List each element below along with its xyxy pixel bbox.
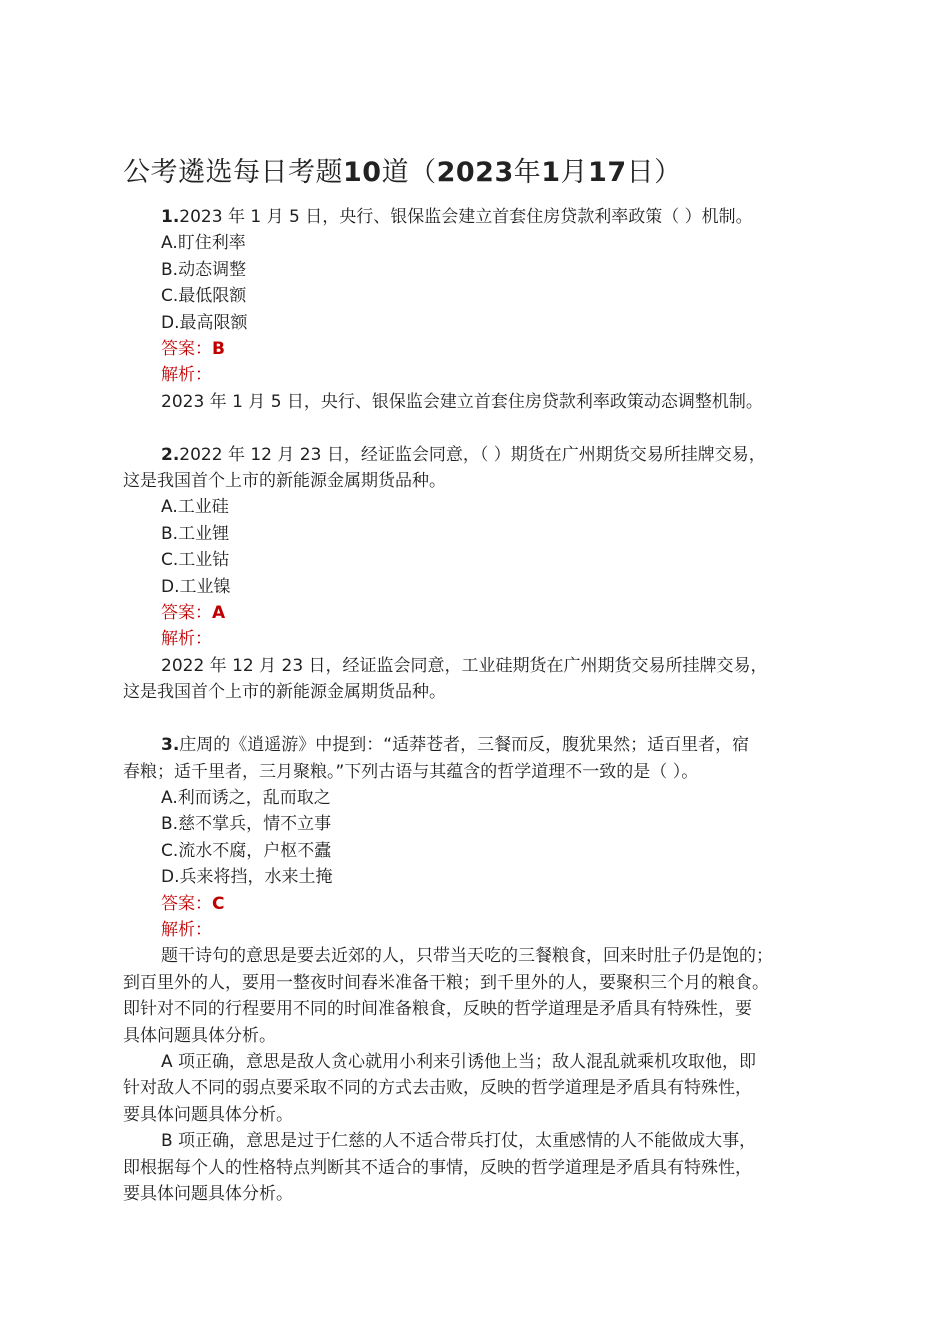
question-stem <box>123 204 858 230</box>
title-text: 道（ <box>381 157 437 188</box>
answer-value: C <box>212 893 225 914</box>
answer-value: B <box>212 339 225 360</box>
answer-label: 答案： <box>161 893 212 914</box>
title-year: 2023 <box>436 157 514 188</box>
option-d: D.最高限额 <box>161 312 248 333</box>
option-b: B.慈不掌兵，情不立事 <box>161 814 332 835</box>
option-b: B.动态调整 <box>161 259 247 280</box>
title-day: 17 <box>588 157 627 188</box>
option-a: A.工业硅 <box>161 497 229 518</box>
question-1 <box>123 204 858 415</box>
analysis-line: 具体问题具体分析。 <box>123 1025 276 1046</box>
analysis-line: 即针对不同的行程要用不同的时间准备粮食，反映的哲学道理是矛盾具有特殊性，要 <box>123 999 752 1020</box>
stem-line: 2022 年 12 月 23 日，经证监会同意，（ ）期货在广州期货交易所挂牌交易， <box>179 444 766 465</box>
analysis-line: 针对敌人不同的弱点要采取不同的方式去击败，反映的哲学道理是矛盾具有特殊性， <box>123 1078 752 1099</box>
question-number: 1. <box>161 207 180 227</box>
analysis-label: 解析： <box>161 919 212 940</box>
analysis-label: 解析： <box>161 629 212 650</box>
stem-line: 春粮；适千里者，三月聚粮。”下列古语与其蕴含的哲学道理不一致的是（ ）。 <box>123 761 699 782</box>
option-c: C.工业钴 <box>161 550 230 571</box>
option-a: A.盯住利率 <box>161 233 246 254</box>
spacer <box>123 415 858 441</box>
stem-line: 这是我国首个上市的新能源金属期货品种。 <box>123 471 446 492</box>
analysis-line: 这是我国首个上市的新能源金属期货品种。 <box>123 682 446 703</box>
stem-line: 2023 年 1 月 5 日，央行、银保监会建立首套住房贷款利率政策（ ）机制。 <box>179 207 753 227</box>
spacer <box>123 706 858 732</box>
document-page <box>123 150 858 1207</box>
analysis-label: 解析： <box>161 365 212 386</box>
analysis-line: A 项正确，意思是敌人贪心就用小利来引诱他上当；敌人混乱就乘机攻取他，即 <box>161 1051 757 1072</box>
analysis-line: 要具体问题具体分析。 <box>123 1104 293 1125</box>
analysis-line: 题干诗句的意思是要去近郊的人，只带当天吃的三餐粮食，回来时肚子仍是饱的； <box>161 946 773 967</box>
option-b: B.工业锂 <box>161 523 230 544</box>
question-number: 2. <box>161 444 180 465</box>
question-stem <box>123 732 858 758</box>
option-d: D.兵来将挡，水来土掩 <box>161 867 333 888</box>
title-month: 1 <box>541 157 561 188</box>
answer-label: 答案： <box>161 603 212 624</box>
analysis-line: 即根据每个人的性格特点判断其不适合的事情，反映的哲学道理是矛盾具有特殊性， <box>123 1157 752 1178</box>
option-a: A.利而诱之，乱而取之 <box>161 787 331 808</box>
question-2 <box>123 442 858 706</box>
answer-value: A <box>212 603 226 624</box>
page-title <box>123 150 858 196</box>
title-text: 公考遴选每日考题 <box>123 157 343 188</box>
analysis-line: 2022 年 12 月 23 日，经证监会同意，工业硅期货在广州期货交易所挂牌交易， <box>161 655 768 676</box>
option-c: C.最低限额 <box>161 286 247 307</box>
question-number: 3. <box>161 735 180 756</box>
stem-line: 庄周的《逍遥游》中提到：“适莽苍者，三餐而反，腹犹果然；适百里者，宿 <box>179 735 750 756</box>
title-text: 月 <box>560 157 589 188</box>
title-text: 年 <box>513 157 542 188</box>
analysis-line: 到百里外的人，要用一整夜时间舂米准备干粮；到千里外的人，要聚积三个月的粮食。 <box>123 972 769 993</box>
analysis-line: 要具体问题具体分析。 <box>123 1184 293 1204</box>
option-c: C.流水不腐，户枢不蠹 <box>161 840 332 861</box>
answer-line <box>123 891 858 917</box>
title-text: 日） <box>626 157 682 188</box>
analysis-line: 2023 年 1 月 5 日，央行、银保监会建立首套住房贷款利率政策动态调整机制。 <box>161 391 763 412</box>
answer-line <box>123 336 858 362</box>
question-3 <box>123 732 858 1207</box>
answer-label: 答案： <box>161 339 212 360</box>
analysis-line: B 项正确，意思是过于仁慈的人不适合带兵打仗，太重感情的人不能做成大事， <box>161 1131 757 1152</box>
question-stem <box>123 442 858 468</box>
option-d: D.工业镍 <box>161 576 231 597</box>
title-count: 10 <box>343 157 382 188</box>
answer-line <box>123 600 858 626</box>
